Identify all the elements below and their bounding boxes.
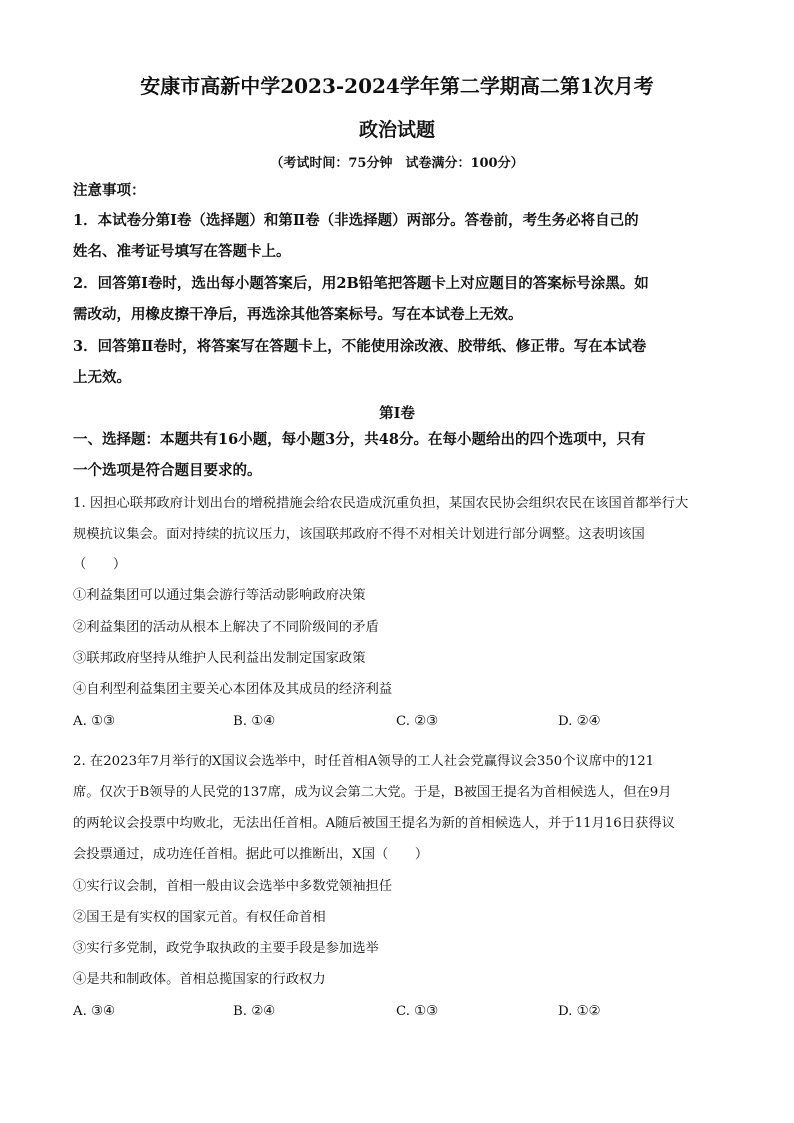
- question-2-option-d[interactable]: D. ①②: [558, 1004, 601, 1019]
- question-1-option-c[interactable]: C. ②③: [396, 714, 438, 729]
- notice-line: 1．本试卷分第Ⅰ卷（选择题）和第Ⅱ卷（非选择题）两部分。答卷前，考生务必将自己的: [73, 212, 639, 229]
- question-2-statement: ②国王是有实权的国家元首。有权任命首相: [73, 910, 326, 925]
- question-1-statement: ④自利型利益集团主要关心本团体及其成员的经济利益: [73, 682, 393, 697]
- question-1-option-b[interactable]: B. ①④: [233, 714, 276, 729]
- notice-line: 需改动，用橡皮擦干净后，再选涂其他答案标号。写在本试卷上无效。: [73, 306, 523, 323]
- question-2-stem: 席。仅次于B领导的人民党的137席，成为议会第二大党。于是，B被国王提名为首相候选人，但在9月: [73, 785, 672, 800]
- question-1-statement: ③联邦政府坚持从维护人民利益出发制定国家政策: [73, 651, 366, 666]
- question-2-stem: 2. 在2023年7月举行的X国议会选举中，时任首相A领导的工人社会党赢得议会350个议席中的121: [73, 754, 655, 769]
- question-1-stem: 1. 因担心联邦政府计划出台的增税措施会给农民造成沉重负担，某国农民协会组织农民在该国首都举行大: [73, 496, 689, 511]
- question-2-stem: 的两轮议会投票中均败北，无法出任首相。A随后被国王提名为新的首相候选人，并于11月16日获得议: [73, 816, 675, 831]
- volume-heading: 第Ⅰ卷: [379, 405, 415, 422]
- question-2-statement: ④是共和制政体。首相总揽国家的行政权力: [73, 972, 326, 987]
- question-2-option-a[interactable]: A. ③④: [73, 1004, 115, 1019]
- question-1-option-d[interactable]: D. ②④: [558, 714, 601, 729]
- question-2-statement: ①实行议会制，首相一般由议会选举中多数党领袖担任: [73, 879, 393, 894]
- question-1-statement: ②利益集团的活动从根本上解决了不同阶级间的矛盾: [73, 620, 379, 635]
- notice-line: 3．回答第Ⅱ卷时，将答案写在答题卡上，不能使用涂改液、胶带纸、修正带。写在本试卷: [73, 338, 647, 355]
- exam-info: （考试时间：75分钟 试卷满分：100分）: [270, 156, 524, 171]
- notice-heading: 注意事项：: [73, 182, 146, 199]
- section-instruction: 一、选择题：本题共有16小题，每小题3分，共48分。在每小题给出的四个选项中，只有: [73, 431, 646, 448]
- subject-title: 政治试题: [358, 119, 435, 141]
- exam-title: 安康市高新中学2023-2024学年第二学期高二第1次月考: [140, 74, 654, 98]
- section-instruction: 一个选项是符合题目要求的。: [73, 462, 262, 479]
- question-2-option-b[interactable]: B. ②④: [233, 1004, 276, 1019]
- question-2-statement: ③实行多党制，政党争取执政的主要手段是参加选举: [73, 941, 379, 956]
- question-1-blank: （ ）: [73, 557, 127, 572]
- question-2-stem: 会投票通过，成功连任首相。据此可以推断出，X国（ ）: [73, 847, 429, 862]
- question-1-option-a[interactable]: A. ①③: [73, 714, 115, 729]
- question-1-stem: 规模抗议集会。面对持续的抗议压力，该国联邦政府不得不对相关计划进行部分调整。这表明该国: [73, 527, 645, 542]
- notice-line: 上无效。: [73, 369, 131, 386]
- question-1-statement: ①利益集团可以通过集会游行等活动影响政府决策: [73, 588, 366, 603]
- notice-line: 姓名、准考证号填写在答题卡上。: [73, 243, 291, 260]
- notice-line: 2．回答第Ⅰ卷时，选出每小题答案后，用2B铅笔把答题卡上对应题目的答案标号涂黑。如: [73, 275, 649, 292]
- question-2-option-c[interactable]: C. ①③: [396, 1004, 438, 1019]
